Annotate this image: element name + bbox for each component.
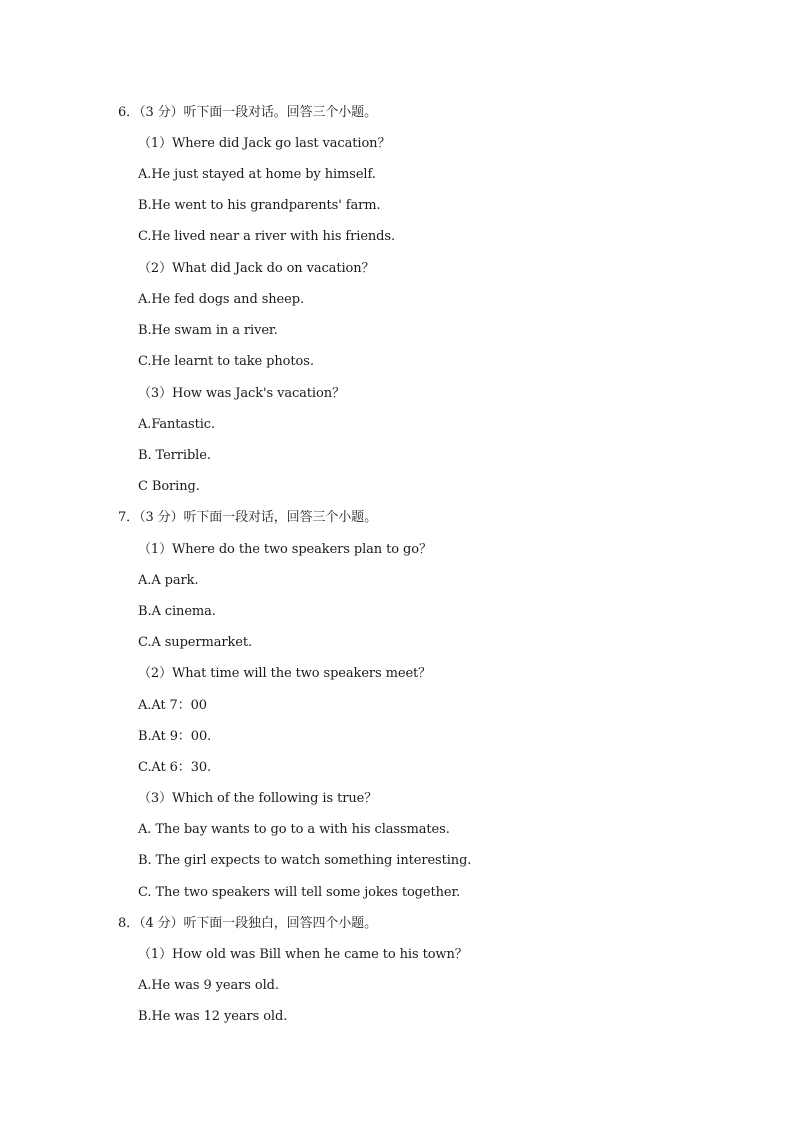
question-8-1-option-a: A.He was 9 years old. <box>138 978 279 993</box>
question-8-1-text: （1）How old was Bill when he came to his town？ <box>138 947 468 962</box>
question-8-header: 8．（4 分）听下面一段独白，回答四个小题。 <box>118 916 377 931</box>
question-6-1-option-a: A.He just stayed at home by himself. <box>138 167 376 182</box>
question-7-header: 7．（3 分）听下面一段对话，回答三个小题。 <box>118 510 377 525</box>
question-6-1-option-b: B.He went to his grandparents' farm. <box>138 198 381 213</box>
question-7-3-text: （3）Which of the following is true？ <box>138 791 378 806</box>
question-6-2-option-b: B.He swam in a river. <box>138 323 278 338</box>
question-7-1-option-c: C.A supermarket. <box>138 635 253 650</box>
question-7-1-option-a: A.A park. <box>138 573 199 588</box>
question-7-2-option-a: A.At 7：00 <box>138 698 207 713</box>
question-7-2-option-b: B.At 9：00. <box>138 729 212 744</box>
question-6-2-option-c: C.He learnt to take photos. <box>138 354 314 369</box>
question-6-2-option-a: A.He fed dogs and sheep. <box>138 292 304 307</box>
question-7-2-text: （2）What time will the two speakers meet？ <box>138 666 432 681</box>
question-8-1-option-b: B.He was 12 years old. <box>138 1009 288 1024</box>
question-6-header: 6．（3 分）听下面一段对话。回答三个小题。 <box>118 105 377 120</box>
question-6-3-option-a: A.Fantastic. <box>138 417 216 432</box>
question-6-3-option-c: C Boring. <box>138 479 200 494</box>
question-6-3-text: （3）How was Jack's vacation？ <box>138 386 345 401</box>
question-7-3-option-c: C. The two speakers will tell some jokes together. <box>138 885 461 900</box>
question-7-3-option-b: B. The girl expects to watch something interesting. <box>138 853 472 868</box>
question-6-3-option-b: B. Terrible. <box>138 448 211 463</box>
question-7-3-option-a: A. The bay wants to go to a with his classmates. <box>138 822 450 837</box>
question-6-1-option-c: C.He lived near a river with his friends. <box>138 229 396 244</box>
question-6-2-text: （2）What did Jack do on vacation？ <box>138 261 375 276</box>
question-7-1-text: （1）Where do the two speakers plan to go？ <box>138 542 432 557</box>
question-6-1-text: （1）Where did Jack go last vacation？ <box>138 136 391 151</box>
question-7-2-option-c: C.At 6：30. <box>138 760 212 775</box>
question-7-1-option-b: B.A cinema. <box>138 604 216 619</box>
